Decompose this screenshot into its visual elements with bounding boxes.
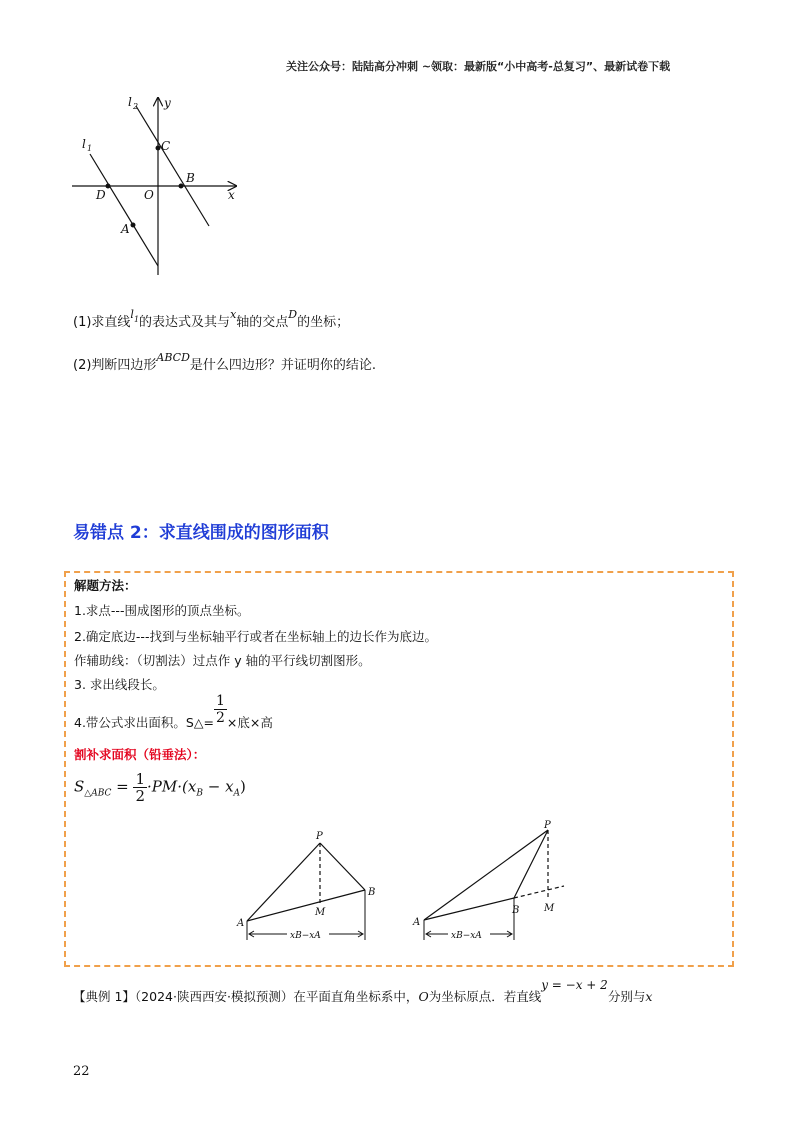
point-B xyxy=(179,184,184,189)
width-label: xB−xA xyxy=(290,931,321,941)
label-C: C xyxy=(161,139,171,153)
label-A: A xyxy=(237,918,245,929)
method-box xyxy=(64,571,734,967)
line-l2 xyxy=(136,106,209,226)
label-A: A xyxy=(121,222,130,236)
method-step-3: 3. 求出线段长。 xyxy=(74,677,165,692)
method-heading: 解题方法： xyxy=(74,578,137,593)
area-formula: $S_{\triangle ABC}$ = $\frac{1}{2}$ $\cdot PM\cdot(x_B - x_A)$ xyxy=(74,770,246,805)
figure-left-triangle xyxy=(232,828,382,948)
method-step-2: 2.确定底边---找到与坐标轴平行或者在坐标轴上的边长作为底边。 xyxy=(74,629,437,644)
point-D xyxy=(106,184,111,189)
figure-right-triangle xyxy=(408,818,578,948)
label-l2-sub: 2 xyxy=(133,102,139,111)
label-l2: l xyxy=(128,95,132,109)
label-P: P xyxy=(316,831,323,842)
point-A xyxy=(131,223,136,228)
label-x: x xyxy=(228,188,235,202)
label-l1-sub: 1 xyxy=(87,144,93,153)
label-P: P xyxy=(544,820,551,831)
question-2: (2)判断四边形$^{ABCD}$是什么四边形？并证明你的结论. xyxy=(73,351,377,373)
page-header: 关注公众号：陆陆高分冲刺 ~领取：最新版“小中高考-总复习”、最新试卷下载 xyxy=(286,60,671,73)
label-B: B xyxy=(512,905,520,916)
method-red-title: 割补求面积（铅垂法）： xyxy=(74,747,206,762)
coordinate-graph xyxy=(60,90,260,280)
page-number: 22 xyxy=(73,1064,90,1079)
method-step-4: 4.带公式求出面积。S△= $\frac{1}{2}$ ×底×高 xyxy=(74,693,273,730)
point-C xyxy=(156,146,161,151)
label-D: D xyxy=(96,188,106,202)
label-O: O xyxy=(144,188,154,202)
method-aux-line: 作辅助线：（切割法）过点作 y 轴的平行线切割图形。 xyxy=(74,653,371,668)
example-1: 【典例 1】（2024·陕西西安·模拟预测）在平面直角坐标系中，O为坐标原点．若直线y = −x + 2分别与x xyxy=(73,978,653,1004)
label-A: A xyxy=(413,917,421,928)
label-l1: l xyxy=(82,137,86,151)
section-title: 易错点 2：求直线围成的图形面积 xyxy=(73,523,329,543)
method-step-1: 1.求点---围成图形的顶点坐标。 xyxy=(74,603,250,618)
question-1: (1)求直线$^{l1}$的表达式及其与$^x$轴的交点$^D$的坐标； xyxy=(73,308,350,330)
label-B: B xyxy=(186,171,195,185)
line-l1 xyxy=(90,154,158,266)
label-M: M xyxy=(315,907,326,918)
width-label: xB−xA xyxy=(451,931,482,941)
label-B: B xyxy=(368,887,376,898)
label-y: y xyxy=(164,96,171,110)
label-M: M xyxy=(544,903,555,914)
